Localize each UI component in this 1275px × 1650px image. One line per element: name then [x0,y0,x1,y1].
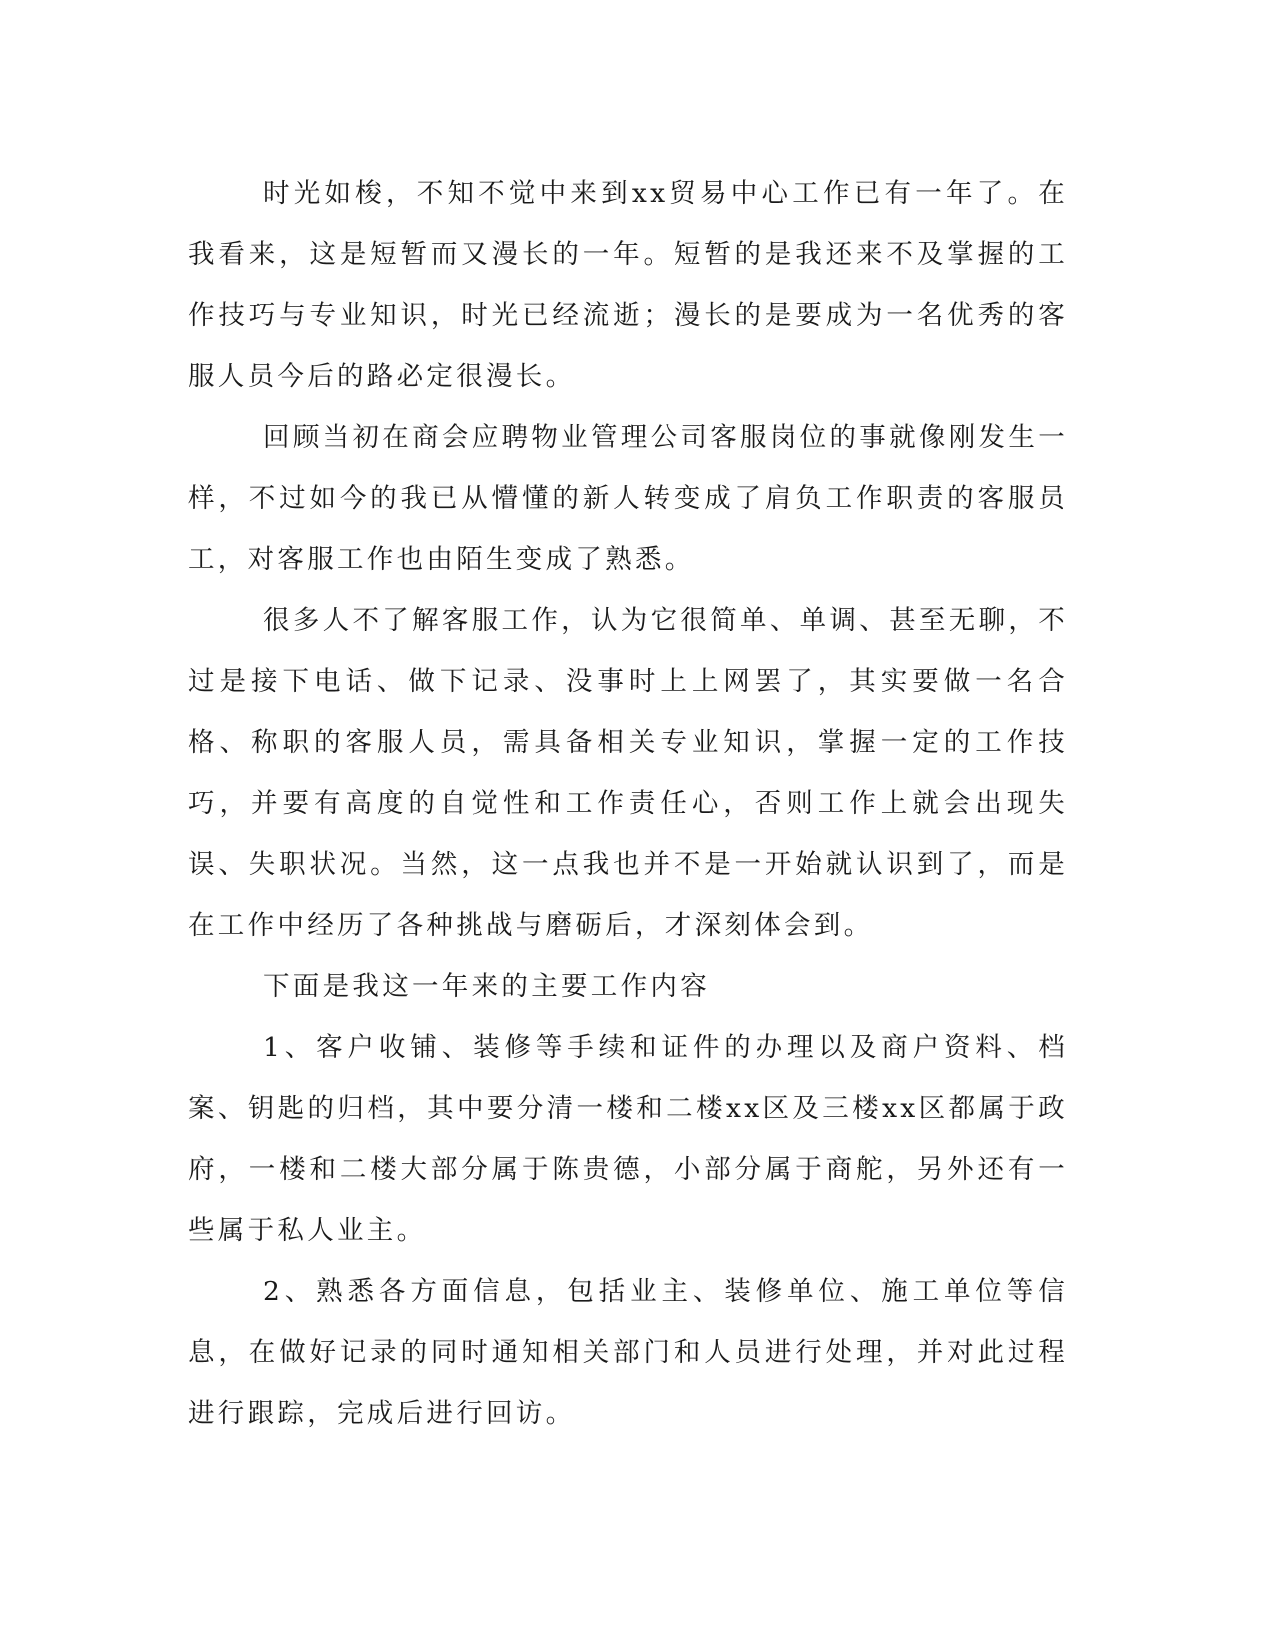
paragraph-service-work: 很多人不了解客服工作，认为它很简单、单调、甚至无聊，不过是接下电话、做下记录、没事时上上网罢了，其实要做一名合格、称职的客服人员，需具备相关专业知识，掌握一定的工作技巧，并要有高度的自觉性和工作责任心，否则工作上就会出现失误、失职状况。当然，这一点我也并不是一开始就认识到了，而是在工作中经历了各种挑战与磨砺后，才深刻体会到。 [188,605,1068,941]
paragraph-item-1: 1、客户收铺、装修等手续和证件的办理以及商户资料、档案、钥匙的归档，其中要分清一楼和二楼xx区及三楼xx区都属于政府，一楼和二楼大部分属于陈贵德，小部分属于商舵，另外还有一些属于私人业主。 [188,1032,1068,1246]
paragraph-work-content-heading: 下面是我这一年来的主要工作内容 [263,971,710,1002]
document-body [188,163,1068,1444]
paragraph-review: 回顾当初在商会应聘物业管理公司客服岗位的事就像刚发生一样，不过如今的我已从懵懂的新人转变成了肩负工作职责的客服员工，对客服工作也由陌生变成了熟悉。 [188,422,1068,575]
paragraph-item-2: 2、熟悉各方面信息，包括业主、装修单位、施工单位等信息，在做好记录的同时通知相关部门和人员进行处理，并对此过程进行跟踪，完成后进行回访。 [188,1276,1068,1429]
paragraph-intro: 时光如梭，不知不觉中来到xx贸易中心工作已有一年了。在我看来，这是短暂而又漫长的一年。短暂的是我还来不及掌握的工作技巧与专业知识，时光已经流逝；漫长的是要成为一名优秀的客服人员今后的路必定很漫长。 [188,178,1068,392]
